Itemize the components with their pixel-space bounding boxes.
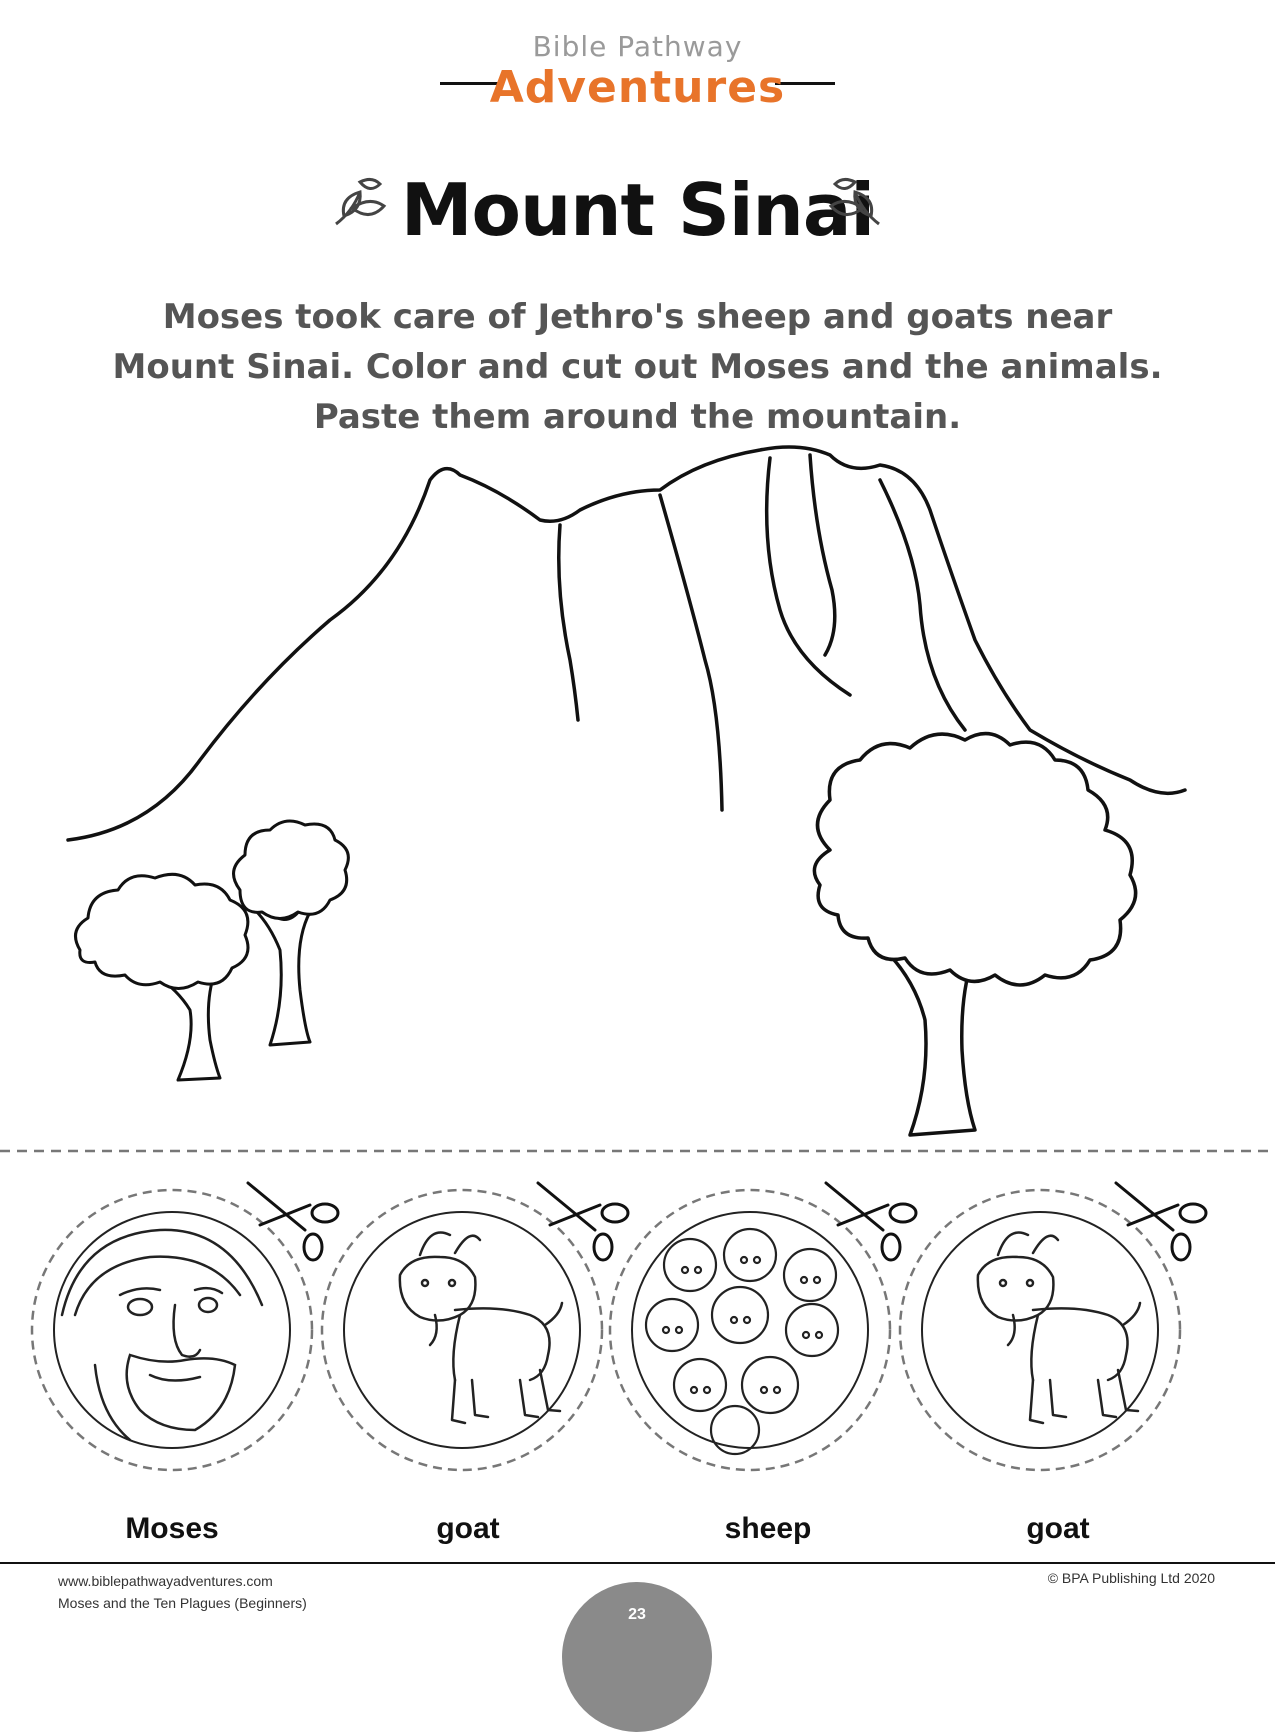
mountain-illustration [0, 430, 1275, 1150]
logo-text-top: Bible Pathway [532, 30, 743, 63]
tree-small-front [76, 874, 249, 1080]
moses-figure [62, 1230, 262, 1440]
page-number: 23 [562, 1582, 712, 1732]
instructions-line-3: Paste them around the mountain. [313, 397, 962, 437]
footer-copyright: © BPA Publishing Ltd 2020 [1047, 1570, 1215, 1586]
leaf-icon-right [825, 172, 885, 232]
logo-text-bottom: Adventures [489, 62, 786, 113]
cut-line [0, 1148, 1275, 1154]
instructions-line-2: Mount Sinai. Color and cut out Moses and the animals. [112, 347, 1163, 387]
footer-book-title: Moses and the Ten Plagues (Beginners) [58, 1595, 307, 1611]
page-title: Mount Sinai [400, 168, 875, 252]
cutout-circle-goat-1 [322, 1190, 602, 1470]
instructions-line-1: Moses took care of Jethro's sheep and goats near [162, 297, 1113, 337]
footer-divider [0, 1562, 1275, 1564]
cutout-circle-sheep [610, 1190, 890, 1470]
footer-website: www.biblepathwayadventures.com [58, 1573, 273, 1589]
cutout-label-sheep: sheep [724, 1512, 812, 1545]
goat-figure-1 [400, 1233, 562, 1424]
tree-small-back [234, 821, 349, 1045]
cutout-row [0, 1165, 1275, 1510]
cutout-label-goat-2: goat [1026, 1512, 1090, 1545]
cutout-label-goat-1: goat [436, 1512, 500, 1545]
tree-large [814, 734, 1135, 1135]
footer-left [58, 1570, 307, 1614]
cutout-circle-goat-2 [900, 1190, 1180, 1470]
goat-figure-2 [978, 1233, 1140, 1424]
cutout-label-moses: Moses [125, 1512, 219, 1545]
instructions [80, 292, 1195, 442]
